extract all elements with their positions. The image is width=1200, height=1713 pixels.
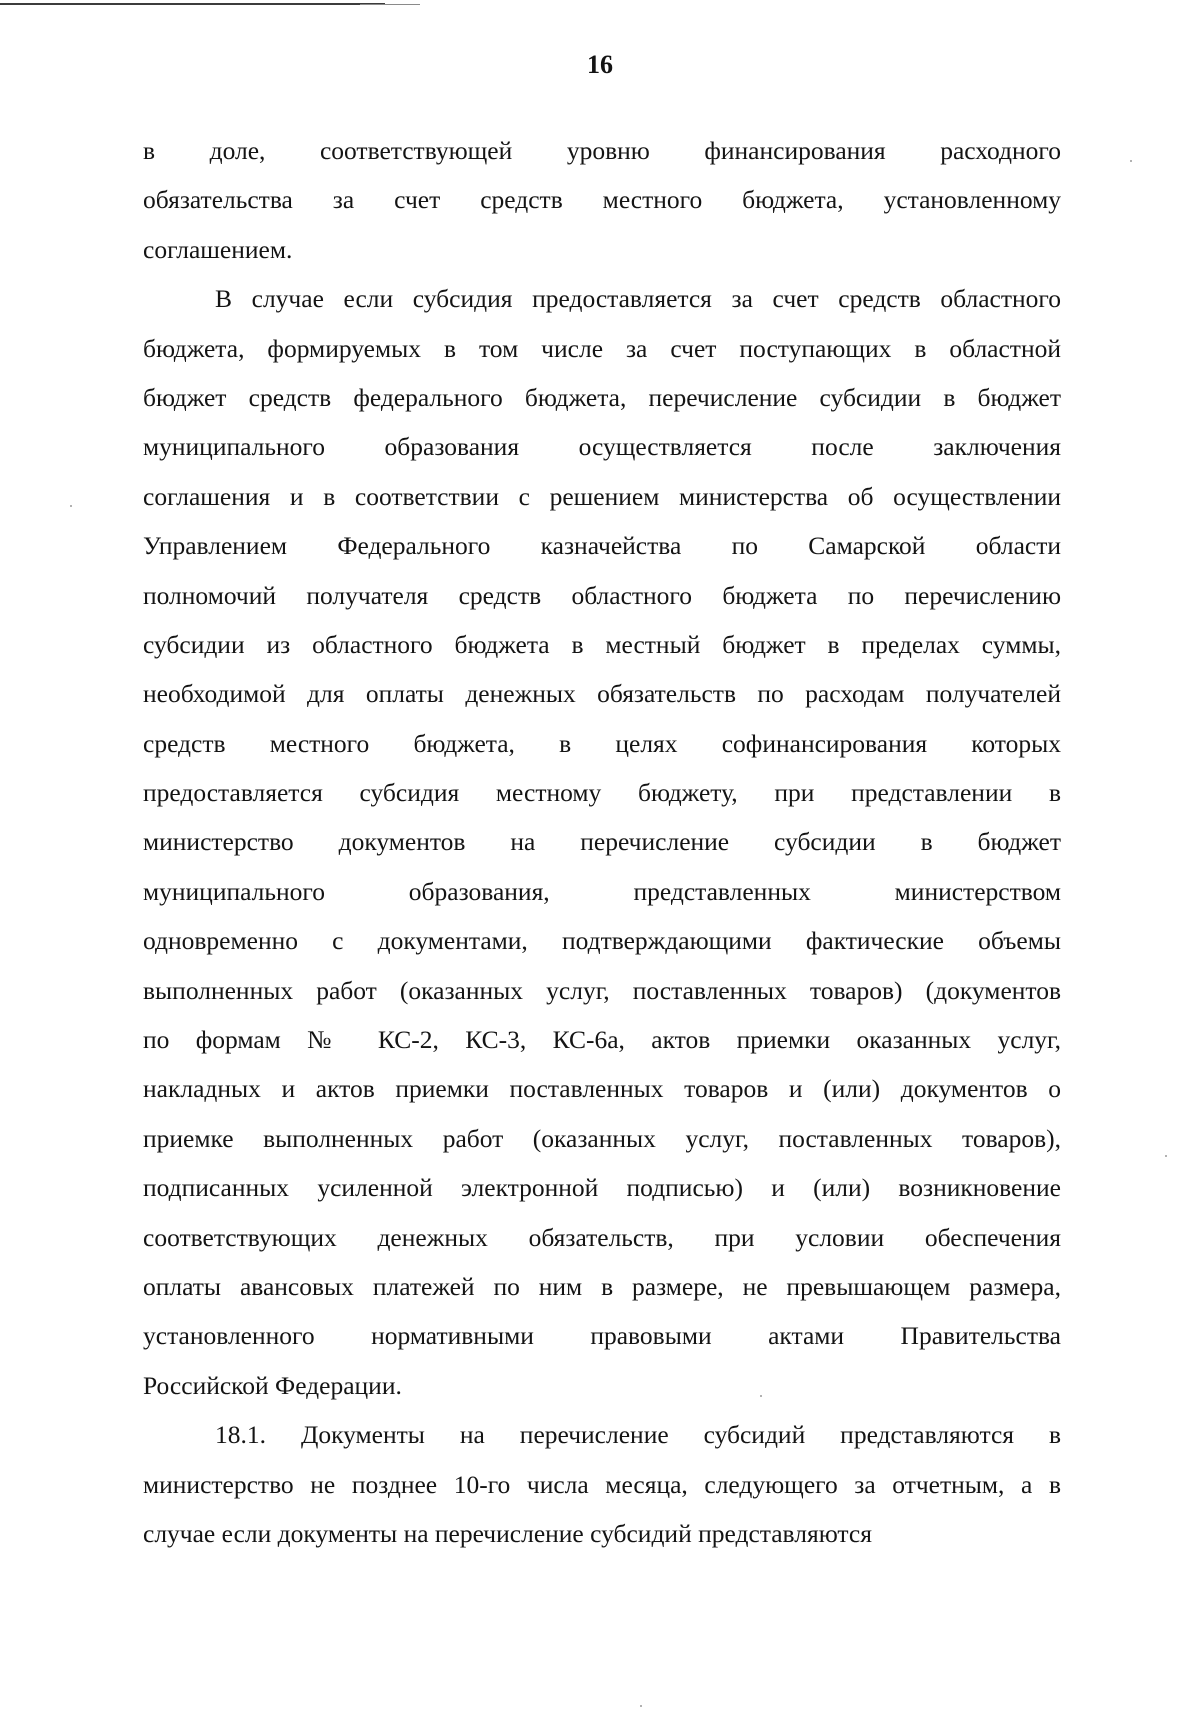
page-number: 16 (587, 50, 613, 79)
paragraph (143, 274, 1061, 1410)
text-line: Российской Федерации. (143, 1370, 402, 1400)
paragraph (143, 1410, 1061, 1558)
scan-top-rule (0, 3, 385, 5)
text-line: соответствующих денежных обязательств, при условии обеспечения (143, 1222, 1061, 1252)
document-body (143, 126, 1061, 1558)
text-line: случае если документы на перечисление субсидий представляются (143, 1518, 872, 1548)
scan-speck (640, 1705, 642, 1707)
text-line: средств местного бюджета, в целях софинансирования которых (143, 728, 1061, 758)
text-line: муниципального образования, представленных министерством (143, 876, 1061, 906)
text-line: выполненных работ (оказанных услуг, поставленных товаров) (документов (143, 975, 1061, 1005)
scan-speck (70, 505, 72, 507)
text-line: министерство не позднее 10-го числа месяца, следующего за отчетным, а в (143, 1469, 1061, 1499)
text-line: установленного нормативными правовыми актами Правительства (143, 1321, 1061, 1351)
text-line: в доле, соответствующей уровню финансирования расходного (143, 136, 1061, 165)
text-line: по формам № КС-2, КС-3, КС-6а, актов приемки оказанных услуг, (143, 1025, 1061, 1055)
text-line: Управлением Федерального казначейства по Самарской области (143, 531, 1061, 561)
paragraph (143, 126, 1061, 274)
text-line: приемке выполненных работ (оказанных услуг, поставленных товаров), (143, 1123, 1061, 1153)
text-line: оплаты авансовых платежей по ним в размере, не превышающем размера, (143, 1271, 1061, 1301)
text-line: В случае если субсидия предоставляется за счет средств областного (215, 284, 1061, 314)
text-line: соглашением. (143, 234, 293, 264)
text-line: полномочий получателя средств областного бюджета по перечислению (143, 580, 1061, 610)
text-line: обязательства за счет средств местного бюджета, установленному (143, 185, 1061, 215)
text-line: муниципального образования осуществляется после заключения (143, 432, 1061, 462)
text-line: необходимой для оплаты денежных обязательств по расходам получателей (143, 679, 1061, 709)
text-line: 18.1. Документы на перечисление субсидий представляются в (215, 1420, 1061, 1450)
scan-speck (760, 1395, 762, 1397)
text-line: министерство документов на перечисление субсидии в бюджет (143, 827, 1061, 857)
text-line: одновременно с документами, подтверждающими фактические объемы (143, 926, 1061, 956)
scan-top-rule-tail (360, 4, 420, 5)
text-line: бюджет средств федерального бюджета, перечисление субсидии в бюджет (143, 382, 1061, 412)
scan-speck (1130, 160, 1132, 162)
text-line: подписанных усиленной электронной подписью) и (или) возникновение (143, 1173, 1061, 1203)
scan-speck (1165, 1155, 1167, 1157)
text-line: бюджета, формируемых в том числе за счет поступающих в областной (143, 333, 1061, 363)
text-line: соглашения и в соответствии с решением министерства об осуществлении (143, 481, 1061, 511)
text-line: накладных и актов приемки поставленных товаров и (или) документов о (143, 1074, 1061, 1104)
text-line: предоставляется субсидия местному бюджету, при представлении в (143, 778, 1061, 808)
text-line: субсидии из областного бюджета в местный бюджет в пределах суммы, (143, 629, 1061, 659)
